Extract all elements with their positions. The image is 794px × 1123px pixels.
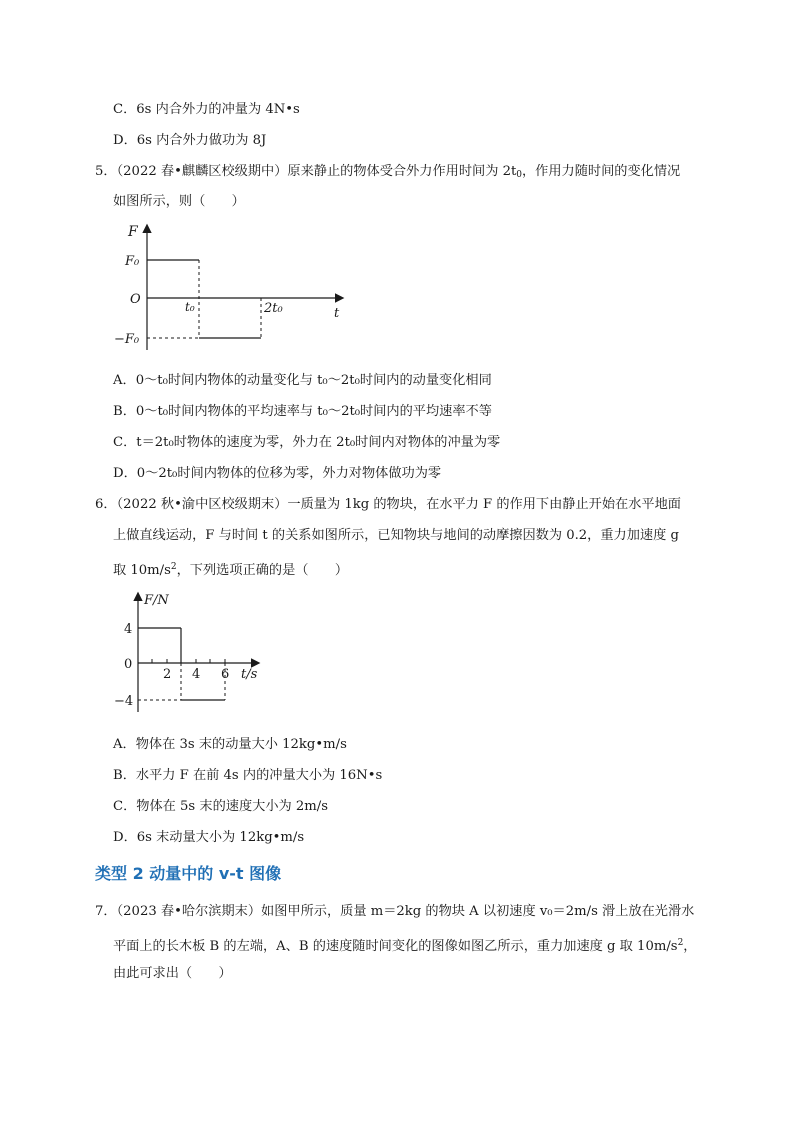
q6-y-pos-label: 4 [124,622,133,637]
q6-force-time-graph [110,590,270,715]
q7-stem-text-b: ， [683,939,697,954]
q6-option-b: B．水平力 F 在前 4s 内的冲量大小为 16N•s [113,768,383,783]
q5-stem-text-a: 5．（2022 春•麒麟区校级期中）原来静止的物体受合外力作用时间为 2t [95,164,517,179]
q7-stem-text-a: 平面上的长木板 B 的左端，A、B 的速度随时间变化的图像如图乙所示，重力加速度 g 取 10m/s [113,939,678,954]
q5-neg-level-label: −F₀ [114,332,140,347]
q6-stem-line3 [113,558,348,580]
q4-option-c: C．6s 内合外力的冲量为 4N•s [113,102,300,117]
q6-y-axis-label: F/N [144,593,169,608]
section-heading-type2: 类型 2 动量中的 v-t 图像 [95,864,282,883]
q5-option-b: B．0～t₀时间内物体的平均速率与 t₀～2t₀时间内的平均速率不等 [113,404,492,419]
q5-tick-2t0: 2t₀ [264,301,283,316]
q5-stem-text-b: ，作用力随时间的变化情况 [522,164,681,179]
q6-stem-text-b: ，下列选项正确的是（ ） [176,563,349,578]
q5-stem-line2: 如图所示，则（ ） [113,194,245,209]
q6-option-d: D．6s 末动量大小为 12kg•m/s [113,830,305,845]
q6-stem-line2: 上做直线运动，F 与时间 t 的关系如图所示，已知物块与地间的动摩擦因数为 0.2，重力加速度 g [113,528,679,543]
q6-x-tick-label-4: 4 [192,667,201,682]
q5-option-d: D．0～2t₀时间内物体的位移为零，外力对物体做功为零 [113,466,442,481]
q7-stem-sup: 2 [677,938,684,948]
q6-stem-text-a: 取 10m/s [113,563,171,578]
q5-stem-sub: 0 [516,170,522,180]
q6-x-tick-label-2: 2 [163,667,172,682]
q6-stem-line1: 6．（2022 秋•渝中区校级期末）一质量为 1kg 的物块，在水平力 F 的作用下由静止开始在水平地面 [95,497,681,512]
q7-stem-line1: 7．（2023 春•哈尔滨期末）如图甲所示，质量 m＝2kg 的物块 A 以初速度 v₀＝2m/s 滑上放在光滑水 [95,904,695,919]
q5-option-c: C．t＝2t₀时物体的速度为零，外力在 2t₀时间内对物体的冲量为零 [113,435,501,450]
q5-option-a: A．0～t₀时间内物体的动量变化与 t₀～2t₀时间内的动量变化相同 [113,373,492,388]
q5-pos-level-label: F₀ [125,254,140,269]
q7-stem-line3: 由此可求出（ ） [113,966,232,981]
q4-option-d: D．6s 内合外力做功为 8J [113,133,267,148]
q5-stem-line1 [95,163,680,184]
q5-origin-label: O [130,292,141,307]
q6-option-c: C．物体在 5s 末的速度大小为 2m/s [113,799,328,814]
q5-x-axis-label: t [334,306,340,321]
q5-y-axis-label: F [128,224,138,240]
q6-x-tick-label-6: 6 [221,667,230,682]
q5-tick-t0: t₀ [185,300,195,314]
q7-stem-line2 [113,934,696,956]
q6-x-axis-label: t/s [241,667,258,682]
q6-y-neg-label: −4 [114,694,134,709]
q6-stem-sup: 2 [170,562,177,572]
q6-option-a: A．物体在 3s 末的动量大小 12kg•m/s [113,737,347,752]
q5-force-time-graph [110,222,350,362]
q6-y-zero-label: 0 [124,657,133,672]
